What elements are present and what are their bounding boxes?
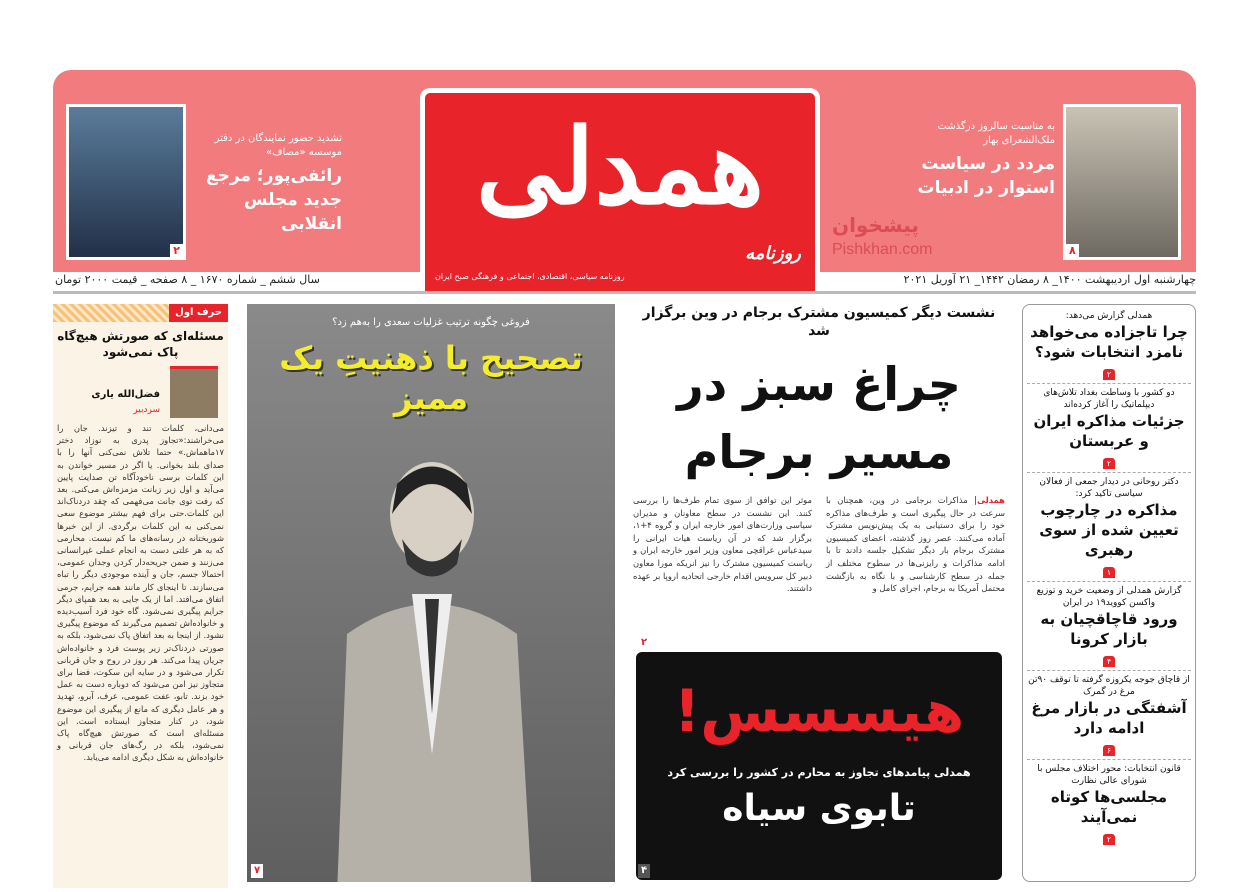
editorial-column[interactable] [53,304,228,888]
item-kicker: دو کشور با وساطت بغداد تلاش‌های دیپلماتیک را آغاز کرده‌اند [1043,388,1175,410]
item-headline: مجلسی‌ها کوتاه نمی‌آیند [1050,788,1168,826]
sidebar-item[interactable] [1027,582,1191,671]
teaser-left-photo[interactable] [66,104,186,260]
editorial-label: حرف اول [169,304,228,322]
teaser-right-photo[interactable] [1063,104,1181,260]
main-headline: چراغ سبز در مسیر برجام [677,357,961,479]
black-box-headline: تابوی سیاه [722,788,916,829]
item-headline: مذاکره در چارچوب تعیین شده از سوی رهبری [1039,501,1179,559]
page-number: ۲ [170,244,183,257]
editorial-body: می‌دانی، کلمات تند و تیزند. جان را می‌خراشند:«تجاوز پدری به نوزاد دختر ۱۷ماهماش.» حتما تلاش نمی‌کنی آنها را با صدای بلند بخوانی. یا اگر در مسیر خواندن به این کلمات برسی ناخودآگاه تن صدایت پایین می‌آید و اول زیر زبانت مزمزه‌اش می‌کنی. بعد که رفت توی جانت می‌فهمی که چقد دردناک‌اند این کلمات.حتی برای فهم بیشتر موضوع سعی نمی‌کنی به این کلمات برگردی. از این خبرها شوربختانه در رسانه‌های ما کم نیست. محارمی که به هر علتی دست به انجام عملی غیرانسانی می‌زنند و ضمن جریحه‌دار کردن وجدان عمومی، احتمالا جسم، جان و آینده موجودی دیگر را تباه می‌سازند. تا اینجای کار مانند همه جرایم، جرمی اتفاق می‌افتد. اما از یک جایی به بعد همپای دیگر جرایم پیگیری نمی‌شود. گاه خود فرد آسیب‌دیده و خانواده‌اش تصمیم می‌گیرند که موضوع پیگیری نشود. از اینجا به بعد اتفاق پاک نمی‌شود، بلکه به صورتی دردناک‌تر زیر پوست فرد و خانواده‌اش جریان پیدا می‌کند. هر روز در روح و جان قربانی تکرار می‌شود و در سایه این سکوت، فضا برای متجاوز نیز امن می‌شود که دوباره دست به عمل خود بزند. تابو، عفت عمومی، عرف، آبرو، تهدید و هر عامل دیگری که مانع از پیگیری این موضوع شود، در کنار متجاوز ایستاده است. این مسئله‌ای است که صورتش هیچ‌گاه پاک نمی‌شود، بلکه در رگ‌های جان قربانی و خانواده‌اش به شکل دیگری ادامه می‌یابد. [57,423,224,763]
newspaper-logo[interactable] [420,88,820,292]
page-number: ۸ [1066,244,1079,257]
body-column-1 [826,494,1005,595]
watermark: Pishkhan.com [832,241,933,258]
sidebar-item[interactable] [1027,384,1191,473]
feature-kicker: فروغی چگونه ترتیب غزلیات سعدی را به‌هم زد؟ [332,317,530,328]
item-kicker: گزارش همدلی از وضعیت خرید و توزیع واکسن کووید۱۹ در ایران [1036,586,1182,608]
teaser-kicker: به مناسبت سالروز درگذشت ملک‌الشعرای بهار [937,121,1055,146]
divider [53,291,1196,294]
item-headline: جزئیات مذاکره ایران و عربستان [1033,412,1185,450]
sidebar-item[interactable] [1027,760,1191,848]
black-box-story[interactable] [636,652,1002,880]
teaser-right[interactable] [905,120,1055,200]
item-kicker: دکتر روحانی در دیدار جمعی از فعالان سیاسی تاکید کرد: [1039,477,1179,499]
watermark-fa: پیشخوان [832,213,919,237]
teaser-headline: رائفی‌پور؛ مرجع جدید مجلس انقلابی [206,166,342,234]
page-number: ۱ [1103,567,1115,578]
date-line: چهارشنبه اول اردیبهشت ۱۴۰۰_ ۸ رمضان ۱۴۴۲_ ۲۱ آوریل ۲۰۲۱ [903,273,1196,286]
logo-text: همدلی [476,105,764,228]
page-number: ۲ [1103,834,1115,845]
feature-headline: تصحیح با ذهنیتِ یک ممیز [279,339,583,417]
teaser-headline: مردد در سیاست استوار در ادبیات [917,154,1055,198]
source-label: همدلی| [974,495,1005,505]
page-number: ۶ [1103,745,1115,756]
teaser-kicker: تشدید حضور نمایندگان در دفتر موسسه «مصاف» [214,133,342,158]
item-headline: آشفتگی در بازار مرغ ادامه دارد [1031,699,1187,737]
black-box-kicker: همدلی پیامدهای تجاوز به محارم در کشور را بررسی کرد [667,766,971,779]
editorial-title: مسئله‌ای که صورتش هیچ‌گاه پاک نمی‌شود [57,329,224,359]
item-kicker: همدلی گزارش می‌دهد: [1065,311,1153,321]
item-headline: چرا تاجزاده می‌خواهد نامزد انتخابات شود؟ [1030,323,1188,361]
news-sidebar [1022,304,1196,882]
editorial-header-bar [53,304,228,322]
page-number: ۲ [1103,458,1115,469]
author-name: فضل‌الله یاری [91,389,160,400]
feature-story[interactable] [247,304,615,882]
main-kicker: نشست دیگر کمیسیون مشترک برجام در وین برگزار شد [642,305,996,339]
sidebar-item[interactable] [1027,473,1191,582]
issue-info: سال ششم _ شماره ۱۶۷۰ _ ۸ صفحه _ قیمت ۲۰۰۰ تومان [55,273,320,286]
tagline: روزنامه سیاسی، اقتصادی، اجتماعی و فرهنگی صبح ایران [435,272,625,281]
page-number: ۲ [638,636,650,650]
author-avatar [170,366,218,418]
body-column-2: موثر این توافق از سوی تمام طرف‌ها را بررسی کنند. این نشست در سطح معاونان و مدیران سیاسی وزارت‌های امور خارجه ایران و گروه ۴+۱، برگزار شد که در آن ریاست هیات ایرانی را سیدعباس عراقچی معاون وزیر امور خارجه ایران و ریاست کمیسیون مشترک را نیز انریکه مورا معاون دبیر کل سرویس اقدام خارجی اتحادیه اروپا بر عهده داشتند. [633,495,812,594]
main-story-body [633,494,1005,595]
logo-prefix: روزنامه [745,243,801,264]
item-kicker: از قاچاق جوجه یکروزه گرفته تا توقف ۹۰تن مرغ در گمرک [1028,675,1190,697]
author-role: سردبیر [133,405,160,415]
page-number: ۲ [1103,369,1115,380]
teaser-left[interactable] [192,132,342,236]
main-story[interactable] [633,304,1005,486]
body-text: مذاکرات برجامی در وین، همچنان با سرعت در حال پیگیری است و طرف‌های مذاکره خود را برای دستیابی به یک پیش‌نویس مشترک آماده می‌کنند. عصر روز گذشته، اعضای کمیسیون مشترک برجام بار دیگر تشکیل جلسه دادند تا با ادامه مذاکرات و رایزنی‌ها در سطوح مختلف از جمله در سطح کارشناسی و با نگاه به بازگشت محتمل آمریکا به برجام، اجرای کامل و [826,495,1005,594]
item-kicker: قانون انتخابات: محور اختلاف مجلس با شورای عالی نظارت [1037,764,1181,786]
black-box-big: هیسسس! [673,677,965,745]
sidebar-item[interactable] [1027,307,1191,384]
item-headline: ورود قاچاقچیان به بازار کرونا [1040,610,1178,648]
page-number: ۴ [1103,656,1115,667]
page-number: ۷ [251,864,263,878]
sidebar-item[interactable] [1027,671,1191,760]
page-number: ۴ [638,864,650,878]
portrait-photo [317,454,547,882]
